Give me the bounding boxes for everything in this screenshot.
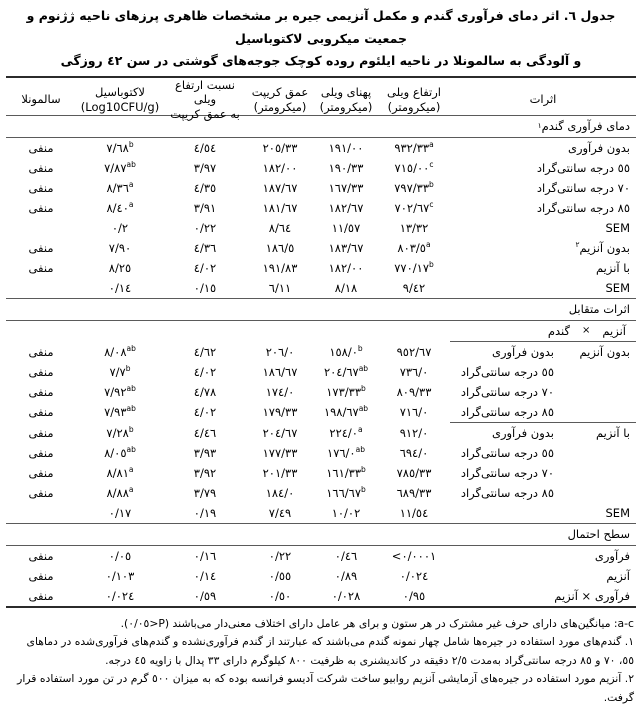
cell-villi-width: ١٠/٠٢ — [314, 506, 378, 520]
cell-crypt-depth: ٢٠٥/٣٣ — [246, 141, 314, 155]
wheat-label: ٥٥ درجه سانتی‌گراد — [450, 365, 556, 379]
cell-vh-cd-ratio: ٠/١٤ — [164, 569, 246, 583]
cell-salmonella: منفی — [6, 589, 76, 603]
footnote-enzyme: ٢. آنزیم مورد استفاده در جیره‌های آزمایشی آنزیم روابیو ساخت شرکت آدیسو فرانسه بوده که به میزان ٥٠٠ گرم در تن مورد استفاده قرار گرفت. — [8, 670, 634, 707]
cell-lactobacillus: $٨/٠٨^{ab}$ — [76, 345, 164, 359]
section-heading-probability: سطح احتمال — [6, 524, 636, 545]
cell-crypt-depth: ٦/١١ — [246, 281, 314, 295]
table-title — [0, 0, 642, 75]
footnotes — [8, 615, 634, 707]
cell-vh-cd-ratio: ٠/١٩ — [164, 506, 246, 520]
row-label: SEM — [450, 281, 636, 295]
cell-villi-width: ٠/٠٢٨ — [314, 589, 378, 603]
cell-lactobacillus: ٠/٠٥ — [76, 549, 164, 563]
col-header-effects: اثرات — [450, 92, 636, 107]
row-label: ٥٥ درجه سانتی‌گراد — [450, 161, 636, 175]
table-row — [6, 278, 636, 298]
cell-villi-width: ٢٢٤/٠$^a$ — [314, 426, 378, 440]
table-row — [6, 342, 636, 362]
cell-villi-width: ١٩١/٠٠ — [314, 141, 378, 155]
cell-vh-cd-ratio: ٠/٢٢ — [164, 221, 246, 235]
cell-villi-width: ١٩٠/٣٣ — [314, 161, 378, 175]
cell-vh-cd-ratio: ٤/٣٦ — [164, 241, 246, 255]
col-header-vh-cd-ratio: نسبت ارتفاع ویلی به عمق کریپت — [164, 78, 246, 123]
cell-villi-width: ١٨٢/٠٠ — [314, 261, 378, 275]
cell-salmonella: منفی — [6, 201, 76, 215]
cell-villi-height: ٩/٤٢ — [378, 281, 450, 295]
cell-vh-cd-ratio: ٠/٥٩ — [164, 589, 246, 603]
section-heading-interactions: اثرات متقابل — [6, 299, 636, 320]
cell-vh-cd-ratio: ٤/٥٤ — [164, 141, 246, 155]
cell-lactobacillus: ٧/٧$^b$ — [76, 365, 164, 379]
cell-crypt-depth: ١٨٦/٥ — [246, 241, 314, 255]
cell-villi-width: ١٦٦/٦٧$^b$ — [314, 486, 378, 500]
cell-lactobacillus: ٨/٢٥ — [76, 261, 164, 275]
cell-crypt-depth: ١٧٩/٣٣ — [246, 405, 314, 419]
cell-vh-cd-ratio: ٤/٣٥ — [164, 181, 246, 195]
cell-lactobacillus: ٧/٢٨$^b$ — [76, 426, 164, 440]
cell-villi-width: ٠/٨٩ — [314, 569, 378, 583]
col-header-lactobacillus: لاکتوباسیل (Log10CFU/g) — [76, 85, 164, 115]
row-label: ٨٥ درجه سانتی‌گراد — [450, 201, 636, 215]
row-label — [450, 426, 636, 440]
cell-vh-cd-ratio: ٤/٤٦ — [164, 426, 246, 440]
cell-salmonella: منفی — [6, 446, 76, 460]
cell-lactobacillus: ٧/٩٠ — [76, 241, 164, 255]
wheat-label: ٧٠ درجه سانتی‌گراد — [450, 385, 556, 399]
cell-villi-height: <٠/٠٠٠١ — [378, 549, 450, 563]
cell-vh-cd-ratio: ٣/٧٩ — [164, 486, 246, 500]
col-header-salmonella: سالمونلا — [6, 92, 76, 107]
cell-villi-width: $٢٠٤/٦٧^{ab}$ — [314, 365, 378, 379]
col-header-villi-height: ارتفاع ویلی (میکرومتر) — [378, 85, 450, 115]
cell-crypt-depth: ١٧٧/٣٣ — [246, 446, 314, 460]
cell-salmonella: منفی — [6, 426, 76, 440]
table-row — [6, 198, 636, 218]
cell-salmonella: منفی — [6, 141, 76, 155]
cell-villi-width: ١٨٣/٦٧ — [314, 241, 378, 255]
table-row — [6, 483, 636, 503]
cell-villi-width: ١٦١/٣٣$^b$ — [314, 466, 378, 480]
subheading-enzyme: آنزیم — [602, 324, 636, 338]
table-row — [6, 463, 636, 483]
cell-salmonella: منفی — [6, 466, 76, 480]
table-row — [6, 546, 636, 566]
cell-vh-cd-ratio: ٤/٠٢ — [164, 365, 246, 379]
cell-villi-width: ١٥٨/٠$^b$ — [314, 345, 378, 359]
cell-villi-height: ٧٧٠/١٧$^b$ — [378, 261, 450, 275]
row-label: با آنزیم — [450, 261, 636, 275]
cell-villi-height: ١٣/٣٢ — [378, 221, 450, 235]
cell-villi-height: ٩١٢/٠ — [378, 426, 450, 440]
cell-vh-cd-ratio: ٠/١٥ — [164, 281, 246, 295]
cell-crypt-depth: ١٨١/٦٧ — [246, 201, 314, 215]
cell-vh-cd-ratio: ٣/٩١ — [164, 201, 246, 215]
row-label: فرآوری — [450, 549, 636, 563]
cell-crypt-depth: ٠/٥٠ — [246, 589, 314, 603]
cell-villi-height: ٩٣٢/٣٣$^a$ — [378, 141, 450, 155]
row-label: بدون فرآوری — [450, 141, 636, 155]
row-label: SEM — [450, 221, 636, 235]
cell-lactobacillus: ٨/٣٦$^a$ — [76, 181, 164, 195]
cell-salmonella: منفی — [6, 181, 76, 195]
row-label — [450, 385, 636, 399]
row-label — [450, 345, 636, 359]
cell-villi-height: ١١/٥٤ — [378, 506, 450, 520]
cell-crypt-depth: ١٩١/٨٣ — [246, 261, 314, 275]
cell-villi-width: ١١/٥٧ — [314, 221, 378, 235]
data-table — [6, 76, 636, 608]
cell-salmonella: منفی — [6, 549, 76, 563]
footnote-significance: a-c: میانگین‌های دارای حرف غیر مشترک در هر ستون و برای هر عامل دارای اختلاف معنی‌دار می‌باشند (P<٠/٠٥). — [8, 615, 634, 634]
cell-salmonella: منفی — [6, 365, 76, 379]
table-row — [6, 503, 636, 523]
row-label: فرآوری × آنزیم — [450, 589, 636, 603]
cell-salmonella: منفی — [6, 261, 76, 275]
cell-villi-width: ١٦٧/٣٣ — [314, 181, 378, 195]
cell-crypt-depth: ٢٠١/٣٣ — [246, 466, 314, 480]
cell-salmonella: منفی — [6, 385, 76, 399]
cell-villi-height: ٧٠٢/٦٧$^c$ — [378, 201, 450, 215]
header-row — [6, 78, 636, 115]
wheat-label: بدون فرآوری — [450, 345, 556, 359]
table-row — [6, 238, 636, 258]
cell-salmonella: منفی — [6, 486, 76, 500]
wheat-label: بدون فرآوری — [450, 426, 556, 440]
cell-crypt-depth: ١٧٤/٠ — [246, 385, 314, 399]
cell-vh-cd-ratio: ٤/٦٢ — [164, 345, 246, 359]
cell-lactobacillus: ٠/٢ — [76, 221, 164, 235]
cell-villi-width: ١٧٣/٣٣$^b$ — [314, 385, 378, 399]
cell-lactobacillus: $٧/٩٢^{ab}$ — [76, 385, 164, 399]
row-label — [450, 486, 636, 500]
cell-villi-height: ٦٩٤/٠ — [378, 446, 450, 460]
cell-villi-width: ١٨٢/٦٧ — [314, 201, 378, 215]
table-row — [6, 443, 636, 463]
wheat-label: ٥٥ درجه سانتی‌گراد — [450, 446, 556, 460]
cell-salmonella: منفی — [6, 345, 76, 359]
cell-villi-height: ٧١٦/٠ — [378, 405, 450, 419]
cell-vh-cd-ratio: ٤/٠٢ — [164, 261, 246, 275]
cell-crypt-depth: ١٨٦/٦٧ — [246, 365, 314, 379]
table-title-line2: و آلودگی به سالمونلا در ناحیه ایلئوم روده کوچک جوجه‌های گوشتی در سن ٤٢ روزگی — [14, 50, 628, 73]
row-label — [450, 466, 636, 480]
cell-villi-height: ٧٣٦/٠ — [378, 365, 450, 379]
cell-lactobacillus: $٨/٠٥^{ab}$ — [76, 446, 164, 460]
cell-villi-width: $١٧٦/٠^{ab}$ — [314, 446, 378, 460]
cell-lactobacillus: $٧/٩٣^{ab}$ — [76, 405, 164, 419]
footnote-wheat: ١. گندم‌های مورد استفاده در جیره‌ها شامل چهار نمونه گندم می‌باشند که عبارتند از گندم فرآوری‌نشده و گندم‌های فرآوری‌شده در دماهای ٥٥، ٧٠ و ٨٥ درجه سانتی‌گراد به‌مدت ٢/٥ دقیقه در کاندیشنری به ظرفیت ٨٠٠ کیلوگرم دارای ٣٣ پدال با زاویه ٤٥ درجه. — [8, 633, 634, 670]
cell-lactobacillus: ٠/٠٢٤ — [76, 589, 164, 603]
cell-crypt-depth: ٨/٦٤ — [246, 221, 314, 235]
cell-vh-cd-ratio: ٠/١٦ — [164, 549, 246, 563]
cell-lactobacillus: ٠/١٧ — [76, 506, 164, 520]
subheading-wheat: گندم — [548, 324, 570, 338]
wheat-label: ٨٥ درجه سانتی‌گراد — [450, 486, 556, 500]
cell-villi-height: ٩٥٢/٦٧ — [378, 345, 450, 359]
cell-villi-height: ٠/٩٥ — [378, 589, 450, 603]
cell-lactobacillus: ٨/٤٠$^a$ — [76, 201, 164, 215]
cell-salmonella: منفی — [6, 569, 76, 583]
table-row — [6, 423, 636, 443]
table-row — [6, 138, 636, 158]
cell-villi-height: ٨٠٩/٣٣ — [378, 385, 450, 399]
row-label: SEM — [450, 506, 636, 520]
cell-vh-cd-ratio: ٣/٩٧ — [164, 161, 246, 175]
cell-villi-height: ٧١٥/٠٠$^c$ — [378, 161, 450, 175]
enzyme-label: بدون آنزیم — [556, 345, 636, 359]
table-row — [6, 566, 636, 586]
cell-villi-width: ٠/٤٦ — [314, 549, 378, 563]
cell-salmonella: منفی — [6, 161, 76, 175]
cell-crypt-depth: ٧/٤٩ — [246, 506, 314, 520]
cell-villi-height: ٧٩٧/٣٣$^b$ — [378, 181, 450, 195]
cell-crypt-depth: ١٨٤/٠ — [246, 486, 314, 500]
cell-vh-cd-ratio: ٣/٩٢ — [164, 466, 246, 480]
cell-villi-width: ٨/١٨ — [314, 281, 378, 295]
wheat-label: ٧٠ درجه سانتی‌گراد — [450, 466, 556, 480]
wheat-label: ٨٥ درجه سانتی‌گراد — [450, 405, 556, 419]
table-row — [6, 178, 636, 198]
cell-lactobacillus: ٨/٨١$^a$ — [76, 466, 164, 480]
cell-lactobacillus: ٠/١٠٣ — [76, 569, 164, 583]
table-row — [6, 586, 636, 606]
table-row — [6, 402, 636, 422]
row-label: آنزیم — [450, 569, 636, 583]
table-row — [6, 218, 636, 238]
cell-salmonella: منفی — [6, 405, 76, 419]
table-rule — [6, 606, 636, 608]
cell-vh-cd-ratio: ٤/٧٨ — [164, 385, 246, 399]
cell-lactobacillus: $٧/٨٧^{ab}$ — [76, 161, 164, 175]
enzyme-label: با آنزیم — [556, 426, 636, 440]
table-title-line1: جدول ٦. اثر دمای فرآوری گندم و مکمل آنزیمی جیره بر مشخصات ظاهری پرزهای ناحیه ژژنوم و جمعیت میکروبی لاکتوباسیل — [14, 5, 628, 50]
col-header-villi-width: پهنای ویلی (میکرومتر) — [314, 85, 378, 115]
cell-villi-height: ٠/٠٢٤ — [378, 569, 450, 583]
table-row — [6, 362, 636, 382]
cell-lactobacillus: ٧/٦٨$^b$ — [76, 141, 164, 155]
cell-crypt-depth: ١٨٢/٠٠ — [246, 161, 314, 175]
row-label — [450, 365, 636, 379]
multiply-sign: × — [570, 325, 602, 336]
cell-vh-cd-ratio: ٣/٩٣ — [164, 446, 246, 460]
col-header-crypt-depth: عمق کریپت (میکرومتر) — [246, 85, 314, 115]
table-row — [6, 382, 636, 402]
cell-vh-cd-ratio: ٤/٠٢ — [164, 405, 246, 419]
row-label: ٧٠ درجه سانتی‌گراد — [450, 181, 636, 195]
cell-crypt-depth: ٠/٥٥ — [246, 569, 314, 583]
cell-villi-height: ٧٨٥/٣٣ — [378, 466, 450, 480]
table-row — [6, 258, 636, 278]
subheading-enzyme-x-wheat — [450, 321, 636, 341]
cell-crypt-depth: ٢٠٤/٦٧ — [246, 426, 314, 440]
cell-crypt-depth: ٢٠٦/٠ — [246, 345, 314, 359]
section-heading-processing: دمای فرآوری گندم ١ — [6, 116, 636, 137]
cell-villi-width: $١٩٨/٦٧^{ab}$ — [314, 405, 378, 419]
row-label: بدون آنزیم$^٢$ — [450, 241, 636, 255]
row-label — [450, 446, 636, 460]
cell-crypt-depth: ١٨٧/٦٧ — [246, 181, 314, 195]
row-label — [450, 405, 636, 419]
cell-villi-height: ٦٨٩/٣٣ — [378, 486, 450, 500]
cell-lactobacillus: ٨/٨٨$^a$ — [76, 486, 164, 500]
table-row — [6, 158, 636, 178]
cell-lactobacillus: ٠/١٤ — [76, 281, 164, 295]
cell-crypt-depth: ٠/٢٢ — [246, 549, 314, 563]
cell-salmonella: منفی — [6, 241, 76, 255]
cell-villi-height: ٨٠٣/٥$^a$ — [378, 241, 450, 255]
